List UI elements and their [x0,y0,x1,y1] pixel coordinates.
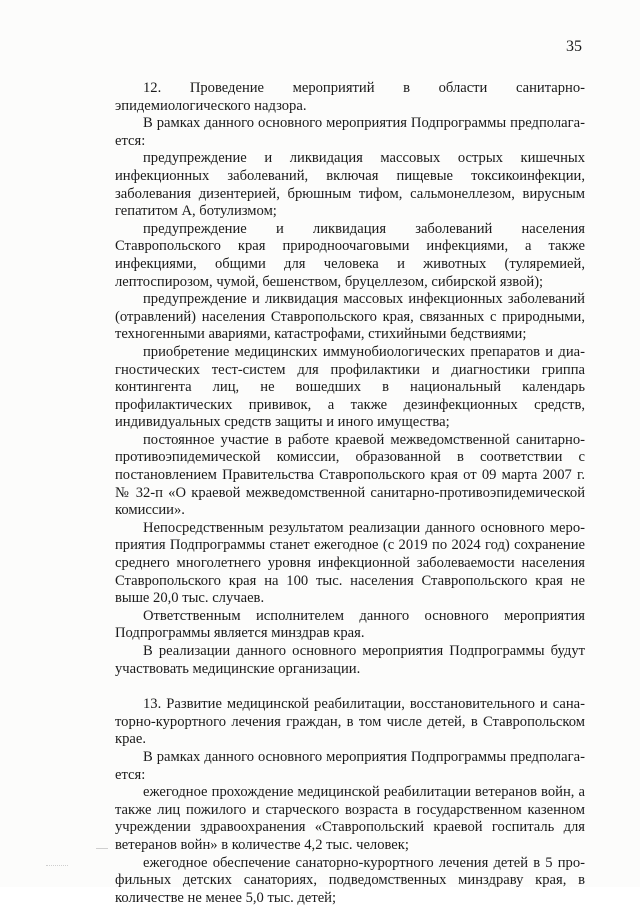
list-item: ежегодное прохождение медицинской реабилитации ветеранов войн, а также лиц пожилого и старческого возраста в государственном казенном учреждении здравоохранения «Ставропольский краевой госпиталь для ветеранов войн» в количестве 4,2 тыс. человек; [115,784,585,853]
list-item: предупреждение и ликвидация массовых острых кишечных инфекционных заболеваний, включая пищевые токсикоинфекции, заболевания дизентерией, брюшным тифом, сальмонеллезом, вирусным гепатитом А, ботулизмом; [115,150,585,220]
page-number: 35 [566,38,582,55]
scan-artifact [46,865,68,869]
section-13-heading: 13. Развитие медицинской реабилитации, восстановительного и санаторно-курортного лечения граждан, в том числе детей, в Ставропольском крае. [115,696,585,748]
paragraph: В реализации данного основного мероприятия Подпрограммы будут участвовать медицинские организации. [115,643,585,677]
paragraph: Ответственным исполнителем данного основного мероприятия Подпрограммы является минздрав края. [115,607,585,642]
paragraph: В рамках данного основного мероприятия Подпрограммы предполагается: [115,748,585,783]
list-item: постоянное участие в работе краевой межведомственной санитарно-противоэпидемической комиссии, образованной в соответствии с постановлением Правительства Ставропольского края от 09 марта 2007 г. № 32-п «О краевой межведомственной санитарно-противоэпидемической комиссии». [115,431,585,519]
list-item: ежегодное обеспечение санаторно-курортного лечения детей в 5 профильных детских санаториях, подведомственных минздраву края, в количестве не менее 5,0 тыс. детей; [115,854,585,906]
paragraph: Непосредственным результатом реализации данного основного мероприятия Подпрограммы станет ежегодное (с 2019 по 2024 год) сохранение среднего многолетнего уровня инфекционной заболеваемости населения Ставропольского края на 100 тыс. населения Ставропольского края не выше 20,0 тыс. случаев. [115,519,585,607]
paragraph: В рамках данного основного мероприятия Подпрограммы предполагается: [115,115,585,149]
document-body [115,80,585,907]
list-item: приобретение медицинских иммунобиологических препаратов и диагностических тест-систем для профилактики и диагностики гриппа контингента лиц, не вошедших в национальный календарь профилактических прививок, а также дезинфекционных средств, индивидуальных средств защиты и иного имущества; [115,343,585,431]
scan-artifact [96,848,108,849]
list-item: предупреждение и ликвидация массовых инфекционных заболеваний (отравлений) населения Ставропольского края, связанных с природными, техногенными авариями, катастрофами, стихийными бедствиями; [115,291,585,343]
section-12-heading: 12. Проведение мероприятий в области санитарно-эпидемиологического надзора. [115,80,585,114]
list-item: предупреждение и ликвидация заболеваний населения Ставропольского края природноочаговыми инфекциями, а также инфекциями, общими для человека и животных (туляремией, лептоспирозом, чумой, бешенством, бруцеллезом, сибирской язвой); [115,220,585,290]
